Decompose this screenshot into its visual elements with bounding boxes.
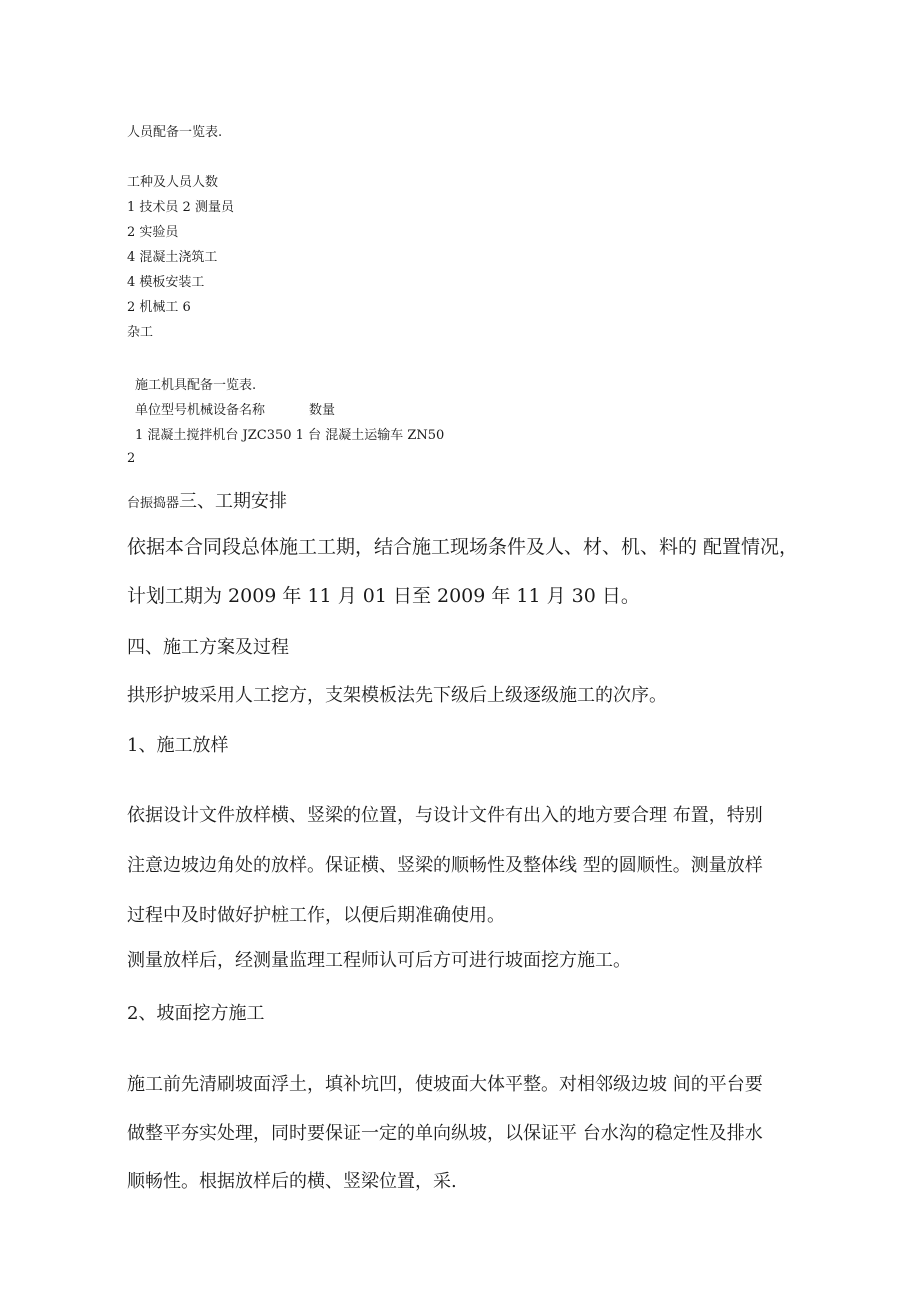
paragraph-line: 拱形护坡采用人工挖方，支架模板法先下级后上级逐级施工的次序。	[127, 685, 667, 706]
machinery-row: 1 混凝土搅拌机台 JZC350 1 台 混凝土运输车 ZN50	[135, 428, 445, 443]
paragraph-line: 顺畅性。根据放样后的横、竖梁位置，采.	[127, 1171, 457, 1192]
subsection-heading: 1、施工放样	[127, 735, 229, 756]
personnel-row: 2 实验员	[127, 225, 179, 240]
personnel-header: 工种及人员人数	[127, 175, 219, 190]
section-heading: 四、施工方案及过程	[127, 637, 289, 658]
schedule-heading-line	[127, 487, 287, 513]
vibrator-text: 台振捣器	[127, 496, 180, 511]
paragraph-line: 注意边坡边角处的放样。保证横、竖梁的顺畅性及整体线 型的圆顺性。测量放样	[127, 855, 763, 876]
paragraph-line: 施工前先清刷坡面浮土，填补坑凹，使坡面大体平整。对相邻级边坡 间的平台要	[127, 1074, 763, 1095]
section-heading: 三、工期安排	[179, 491, 288, 512]
personnel-row: 1 技术员 2 测量员	[127, 200, 234, 215]
personnel-title: 人员配备一览表.	[127, 125, 223, 140]
subsection-heading: 2、坡面挖方施工	[127, 1003, 265, 1024]
machinery-title: 施工机具配备一览表.	[135, 378, 257, 393]
personnel-row: 4 混凝土浇筑工	[127, 250, 218, 265]
personnel-row: 杂工	[127, 325, 154, 340]
machinery-header-right: 数量	[309, 403, 336, 418]
paragraph-line: 计划工期为 2009 年 11 月 01 日至 2009 年 11 月 30 日。	[127, 585, 640, 607]
personnel-row: 4 模板安装工	[127, 275, 205, 290]
machinery-header-left: 单位型号机械设备名称	[135, 403, 266, 418]
machinery-row: 2	[127, 451, 136, 466]
paragraph-line: 过程中及时做好护桩工作，以便后期准确使用。	[127, 905, 505, 926]
paragraph-line: 依据本合同段总体施工工期，结合施工现场条件及人、材、机、料的 配置情况，	[127, 536, 799, 558]
paragraph-line: 测量放样后，经测量监理工程师认可后方可进行坡面挖方施工。	[127, 950, 631, 971]
paragraph-line: 依据设计文件放样横、竖梁的位置，与设计文件有出入的地方要合理 布置，特别	[127, 805, 763, 826]
personnel-row: 2 机械工 6	[127, 300, 191, 315]
paragraph-line: 做整平夯实处理，同时要保证一定的单向纵坡，以保证平 台水沟的稳定性及排水	[127, 1123, 763, 1144]
